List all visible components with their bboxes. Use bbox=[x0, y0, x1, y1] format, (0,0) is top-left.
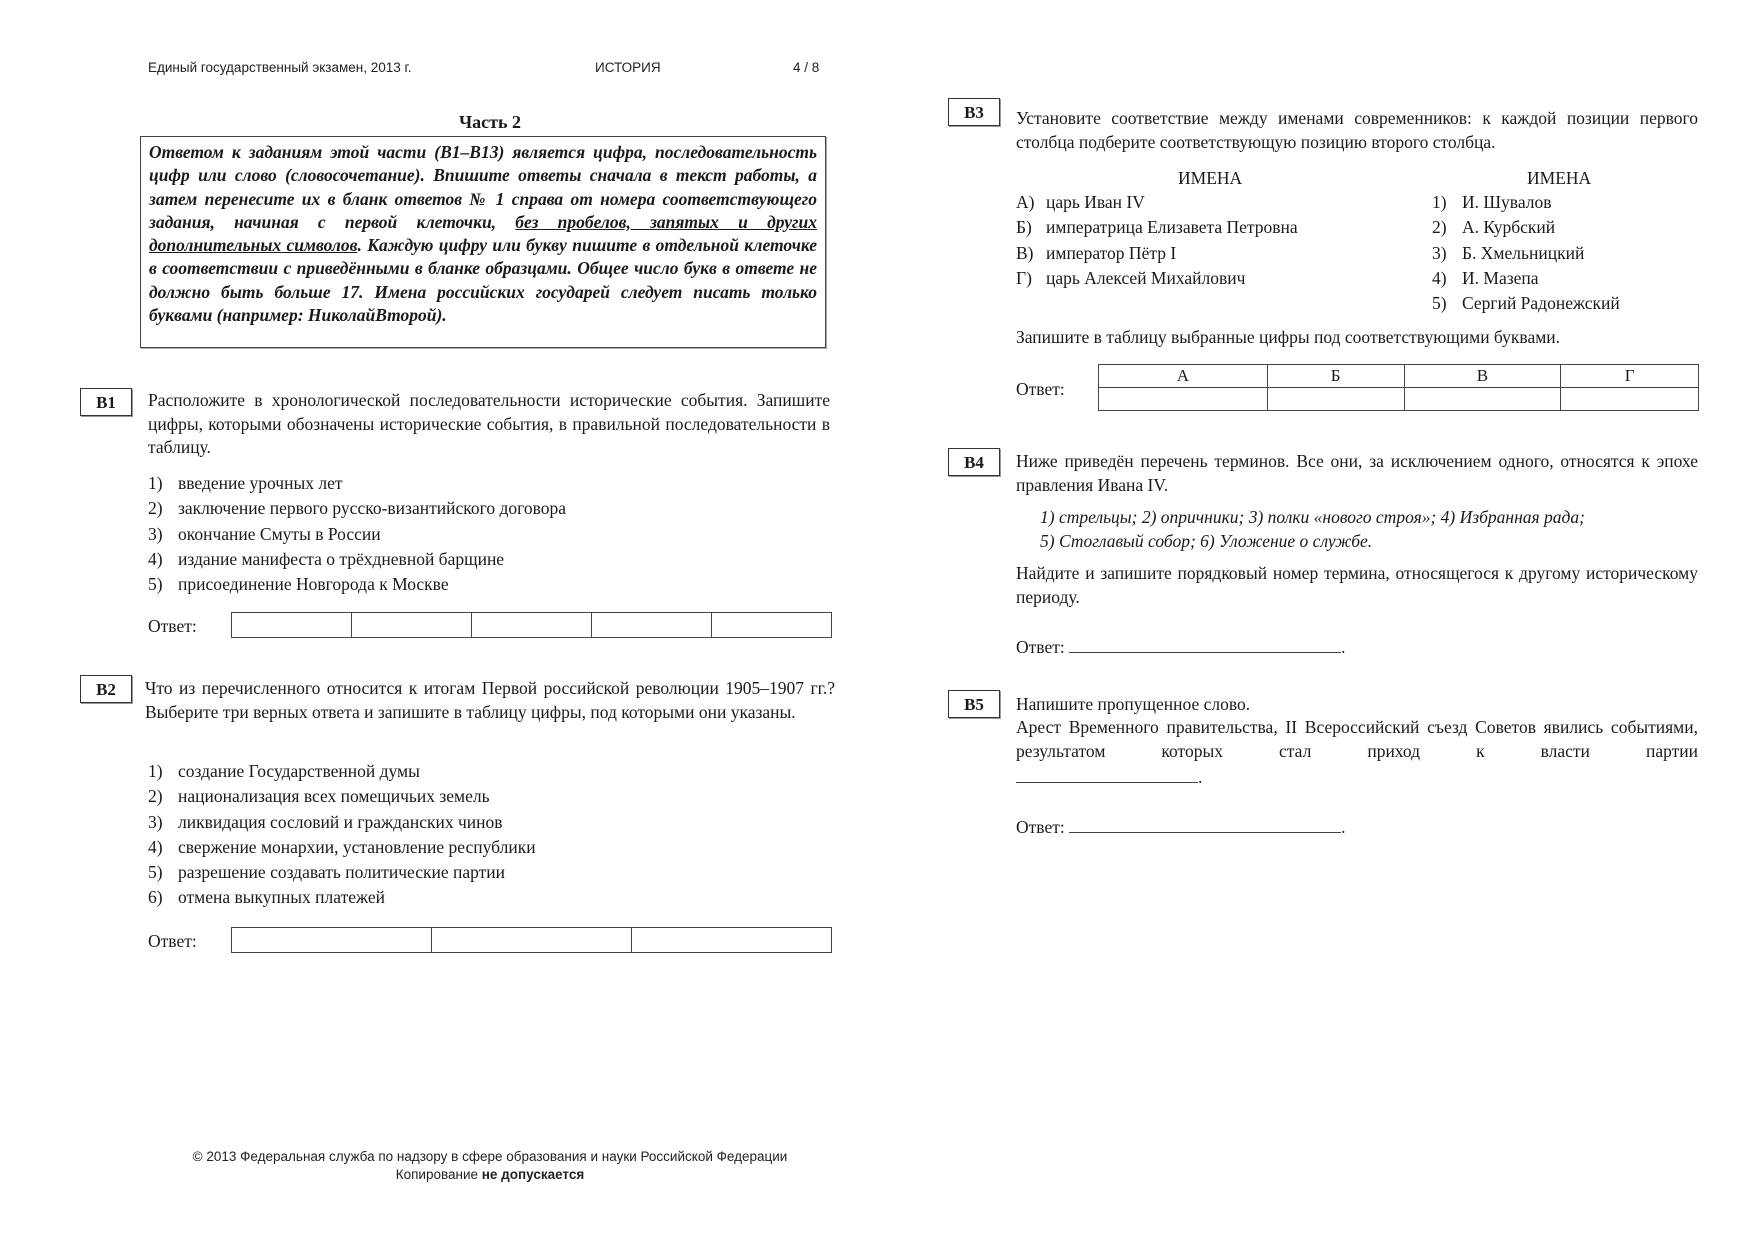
list-item: 4) И. Мазепа bbox=[1432, 267, 1539, 288]
list-item: 4) свержение монархии, установление республики bbox=[148, 836, 536, 857]
b3-right-list bbox=[1432, 190, 1702, 316]
list-item: 2) А. Курбский bbox=[1432, 217, 1556, 238]
b4-terms-line-2: 5) Стоглавый собор; 6) Уложение о службе. bbox=[1040, 531, 1373, 551]
task-b4-text: Ниже приведён перечень терминов. Все они, за исключением одного, относятся к эпохе правления Ивана IV. bbox=[1016, 451, 1698, 495]
b4-question: Найдите и запишите порядковый номер термина, относящегося к другому историческому периоду. bbox=[1016, 563, 1698, 607]
list-item: 5) разрешение создавать политические партии bbox=[148, 862, 506, 883]
list-item: 2) заключение первого русско-византийского договора bbox=[148, 498, 567, 519]
table-header-a: А bbox=[1099, 365, 1268, 388]
answer-grid-b1[interactable] bbox=[231, 612, 832, 638]
b5-blank bbox=[1016, 764, 1198, 783]
task-label-b1: B1 bbox=[80, 388, 132, 416]
task-b3-text: Установите соответствие между именами современников: к каждой позиции первого столбца подберите соответствующую позицию второго столбца. bbox=[1016, 108, 1698, 152]
instruction-underlined: без пробелов, запятых и других дополнительных символов bbox=[149, 211, 817, 256]
exam-title: Единый государственный экзамен, 2013 г. bbox=[148, 60, 412, 75]
answer-label-b4: Ответ: bbox=[1016, 637, 1065, 657]
answer-cell[interactable] bbox=[1267, 388, 1404, 411]
answer-label-b1: Ответ: bbox=[148, 616, 197, 636]
answer-cell[interactable] bbox=[232, 613, 352, 637]
task-label-b3: B3 bbox=[948, 98, 1000, 126]
answer-row-b5: Ответ: . bbox=[1016, 814, 1345, 838]
list-item: В) император Пётр I bbox=[1016, 242, 1177, 263]
list-item: 3) Б. Хмельницкий bbox=[1432, 242, 1585, 263]
list-item: 3) окончание Смуты в России bbox=[148, 523, 381, 544]
part-title: Часть 2 bbox=[458, 112, 522, 132]
answer-cell[interactable] bbox=[1561, 388, 1699, 411]
answer-cell[interactable] bbox=[632, 928, 831, 952]
answer-row-b4: Ответ: . bbox=[1016, 634, 1345, 658]
list-item: 1) создание Государственной думы bbox=[148, 761, 420, 781]
answer-cell[interactable] bbox=[1099, 388, 1268, 411]
answer-label-b3: Ответ: bbox=[1016, 379, 1065, 399]
left-column-header: ИМЕНА bbox=[1178, 168, 1243, 188]
list-item: 5) присоединение Новгорода к Москве bbox=[148, 574, 449, 595]
task-b2-list bbox=[148, 759, 828, 911]
list-item: 3) ликвидация сословий и гражданских чинов bbox=[148, 811, 503, 832]
list-item: 4) издание манифеста о трёхдневной барщине bbox=[148, 548, 505, 569]
right-column-header: ИМЕНА bbox=[1527, 168, 1592, 188]
answer-input-b4[interactable] bbox=[1069, 634, 1341, 653]
instruction-box bbox=[140, 136, 826, 348]
answer-cell[interactable] bbox=[232, 928, 432, 952]
task-b2-text: Что из перечисленного относится к итогам Первой российской революции 1905–1907 гг.? Выберите три верных ответа и запишите в таблицу цифры, под которыми они указаны. bbox=[145, 678, 835, 722]
list-item: 1) И. Шувалов bbox=[1432, 192, 1552, 212]
answer-grid-b2[interactable] bbox=[231, 927, 832, 953]
task-label-b2: B2 bbox=[80, 675, 132, 703]
answer-input-b5[interactable] bbox=[1069, 814, 1341, 833]
list-item: 1) введение урочных лет bbox=[148, 473, 343, 493]
task-b1-text: Расположите в хронологической последовательности исторические события. Запишите цифры, которыми обозначены исторические события, в правильной последовательности в таблицу. bbox=[148, 390, 830, 457]
subject-title: ИСТОРИЯ bbox=[595, 60, 661, 75]
table-header-v: В bbox=[1404, 365, 1561, 388]
answer-label-b2: Ответ: bbox=[148, 931, 197, 951]
list-item: 6) отмена выкупных платежей bbox=[148, 887, 385, 908]
list-item: Г) царь Алексей Михайлович bbox=[1016, 267, 1246, 288]
b4-terms-line-1: 1) стрельцы; 2) опричники; 3) полки «нового строя»; 4) Избранная рада; bbox=[1040, 507, 1585, 527]
table-header-b: Б bbox=[1267, 365, 1404, 388]
instruction-text: Ответом к заданиям этой части (В1–В13) является цифра, последовательность цифр или слово (словосочетание). Впишите ответы сначала в текст работы, а затем перенесите их в бланк ответов № 1 справа от номера соответствующего задания, начиная с первой клеточки, bbox=[149, 142, 817, 232]
task-label-b4: B4 bbox=[948, 448, 1000, 476]
copyright: © 2013 Федеральная служба по надзору в сфере образования и науки Российской Федерации bbox=[192, 1149, 788, 1164]
answer-cell[interactable] bbox=[1404, 388, 1561, 411]
list-item: Б) императрица Елизавета Петровна bbox=[1016, 217, 1298, 238]
table-header-g: Г bbox=[1561, 365, 1699, 388]
answer-cell[interactable] bbox=[432, 928, 632, 952]
b5-blank-row: . bbox=[1016, 764, 1202, 790]
instruction-text-rest: . Каждую цифру или букву пишите в отдельной клеточке в соответствии с приведёнными в бланке образцами. Общее число букв в ответе не должно быть больше 17. Имена российских государей следует писать только буквами (например: НиколайВторой). bbox=[149, 235, 817, 326]
answer-cell[interactable] bbox=[352, 613, 472, 637]
answer-cell[interactable] bbox=[712, 613, 831, 637]
list-item: 5) Сергий Радонежский bbox=[1432, 293, 1620, 314]
answer-cell[interactable] bbox=[472, 613, 592, 637]
page-number: 4 / 8 bbox=[793, 60, 820, 75]
task-label-b5: B5 bbox=[948, 690, 1000, 718]
b5-instruction: Напишите пропущенное слово. bbox=[1016, 694, 1251, 714]
b5-text: Арест Временного правительства, II Всероссийский съезд Советов явились событиями, результатом которых стал приход к власти партии bbox=[1016, 717, 1698, 761]
b3-table-instruction: Запишите в таблицу выбранные цифры под соответствующими буквами. bbox=[1016, 327, 1561, 347]
copy-notice: Копирование не допускается bbox=[395, 1167, 585, 1182]
answer-label-b5: Ответ: bbox=[1016, 817, 1065, 837]
list-item: 2) национализация всех помещичьих земель bbox=[148, 786, 490, 807]
answer-cell[interactable] bbox=[592, 613, 712, 637]
list-item: А) царь Иван IV bbox=[1016, 192, 1145, 212]
footer bbox=[150, 1148, 830, 1184]
task-b1-list bbox=[148, 471, 828, 597]
b3-left-list bbox=[1016, 190, 1356, 291]
answer-table-b3[interactable] bbox=[1098, 364, 1699, 411]
